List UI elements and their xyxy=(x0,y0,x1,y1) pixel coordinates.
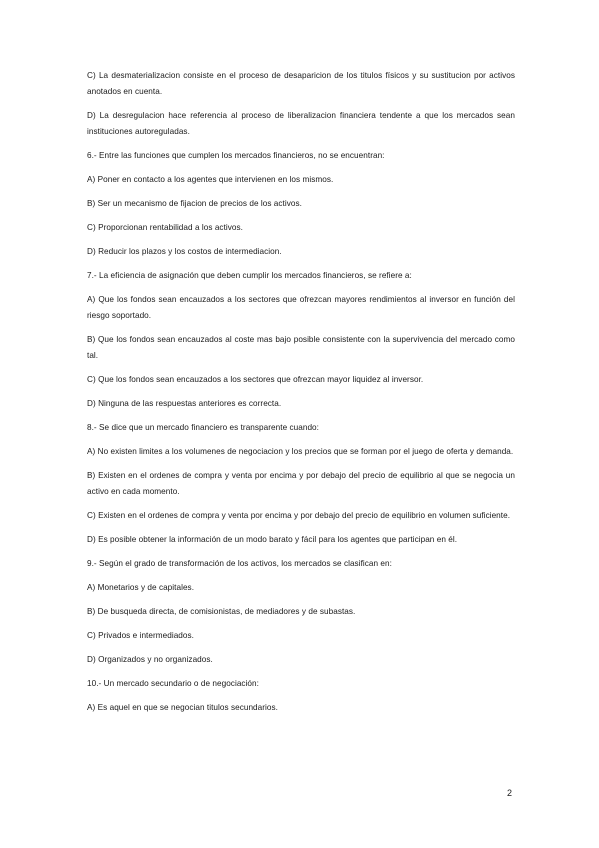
question-6-option-b: B) Ser un mecanismo de fijacion de precios de los activos. xyxy=(87,199,302,208)
question-9: 9.- Según el grado de transformación de los activos, los mercados se clasifican en: xyxy=(87,559,392,568)
question-9-option-b: B) De busqueda directa, de comisionistas, de mediadores y de subastas. xyxy=(87,607,356,616)
question-7: 7.- La eficiencia de asignación que deben cumplir los mercados financieros, se refiere a: xyxy=(87,271,412,280)
question-8-option-b: B) Existen en el ordenes de compra y venta por encima y por debajo del precio de equilibrio al que se negocia un activo en cada momento. xyxy=(87,471,515,496)
question-8-option-c: C) Existen en el ordenes de compra y venta por encima y por debajo del precio de equilibrio en volumen suficiente. xyxy=(87,511,511,520)
question-8-option-a: A) No existen limites a los volumenes de negociacion y los precios que se forman por el juego de oferta y demanda. xyxy=(87,447,514,456)
question-10: 10.- Un mercado secundario o de negociación: xyxy=(87,679,259,688)
question-9-option-a: A) Monetarios y de capitales. xyxy=(87,583,195,592)
option-d-desregulacion: D) La desregulacion hace referencia al proceso de liberalizacion financiera tendente a que los mercados sean instituciones autoreguladas. xyxy=(87,111,515,136)
question-8: 8.- Se dice que un mercado financiero es transparente cuando: xyxy=(87,423,319,432)
question-8-option-d: D) Es posible obtener la información de un modo barato y fácil para los agentes que participan en él. xyxy=(87,535,458,544)
question-6-option-a: A) Poner en contacto a los agentes que intervienen en los mismos. xyxy=(87,175,334,184)
question-7-option-a: A) Que los fondos sean encauzados a los sectores que ofrezcan mayores rendimientos al inversor en función del riesgo soportado. xyxy=(87,295,515,320)
question-6-option-c: C) Proporcionan rentabilidad a los activos. xyxy=(87,223,243,232)
question-6-option-d: D) Reducir los plazos y los costos de intermediacion. xyxy=(87,247,282,256)
page-content xyxy=(87,68,515,724)
question-9-option-d: D) Organizados y no organizados. xyxy=(87,655,213,664)
page-number: 2 xyxy=(507,788,513,798)
question-7-option-b: B) Que los fondos sean encauzados al coste mas bajo posible consistente con la supervivencia del mercado como tal. xyxy=(87,335,515,360)
question-7-option-d: D) Ninguna de las respuestas anteriores es correcta. xyxy=(87,399,282,408)
question-10-option-a: A) Es aquel en que se negocian titulos secundarios. xyxy=(87,703,278,712)
question-7-option-c: C) Que los fondos sean encauzados a los sectores que ofrezcan mayor liquidez al inversor. xyxy=(87,375,424,384)
question-9-option-c: C) Privados e intermediados. xyxy=(87,631,194,640)
question-6: 6.- Entre las funciones que cumplen los mercados financieros, no se encuentran: xyxy=(87,151,385,160)
option-c-desmaterializacion: C) La desmaterializacion consiste en el proceso de desaparicion de los titulos físicos y su sustitucion por activos anotados en cuenta. xyxy=(87,71,515,96)
